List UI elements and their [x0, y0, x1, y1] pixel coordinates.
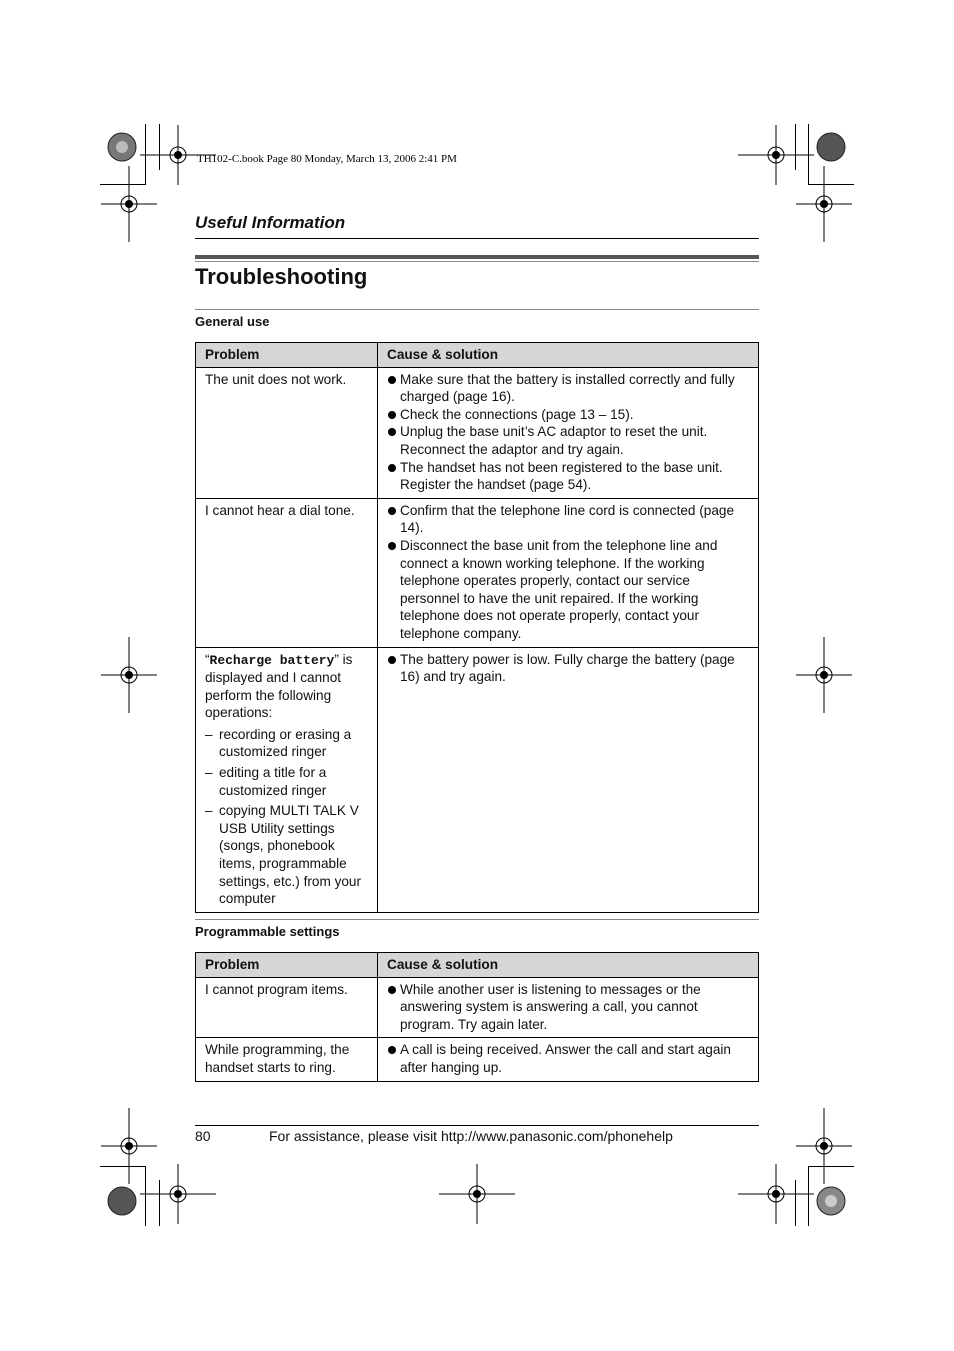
solution-cell	[378, 498, 759, 647]
programmable-settings-table	[195, 952, 759, 1082]
solution-item: Check the connections (page 13 – 15).	[387, 406, 750, 424]
general-use-table	[195, 342, 759, 913]
solution-cell	[378, 1038, 759, 1081]
solution-cell	[378, 367, 759, 498]
solution-item: The battery power is low. Fully charge the battery (page 16) and try again.	[387, 651, 750, 686]
solution-item: The handset has not been registered to the base unit. Register the handset (page 54).	[387, 459, 750, 494]
solution-item: While another user is listening to messages or the answering system is answering a call, you cannot program. Try again later.	[387, 981, 750, 1034]
programmable-settings-heading: Programmable settings	[195, 924, 340, 939]
header-rule	[195, 238, 759, 239]
footer-rule	[195, 1125, 759, 1126]
solution-cell	[378, 977, 759, 1038]
problem-cell: I cannot program items.	[196, 977, 378, 1038]
solution-item: Disconnect the base unit from the telephone line and connect a known working telephone. If the working telephone operates properly, contact our service personnel to have the unit repaired. If the working telephone does not operate properly, contact your telephone company.	[387, 537, 750, 643]
column-header-solution: Cause & solution	[378, 343, 759, 368]
table-row	[196, 977, 759, 1038]
operation-item: – recording or erasing a customized ringer	[205, 726, 369, 761]
page-number: 80	[195, 1128, 211, 1144]
page-title: Troubleshooting	[195, 264, 368, 289]
solution-cell	[378, 647, 759, 912]
solution-item: Make sure that the battery is installed correctly and fully charged (page 16).	[387, 371, 750, 406]
title-rule	[195, 255, 759, 259]
section-header: Useful Information	[195, 213, 346, 232]
solution-item: A call is being received. Answer the call and start again after hanging up.	[387, 1041, 750, 1076]
solution-item: Unplug the base unit’s AC adaptor to reset the unit. Reconnect the adaptor and try again.	[387, 423, 750, 458]
problem-cell: I cannot hear a dial tone.	[196, 498, 378, 647]
print-info: TH102-C.book Page 80 Monday, March 13, 2006 2:41 PM	[197, 153, 457, 165]
table-row	[196, 367, 759, 498]
problem-text: ” is displayed and I cannot perform the following operations:	[205, 651, 353, 721]
general-use-heading: General use	[195, 314, 270, 329]
table-header-row	[196, 343, 759, 368]
title-rule-thin	[195, 261, 759, 262]
footer-assistance-note: For assistance, please visit http://www.panasonic.com/phonehelp	[269, 1128, 673, 1144]
column-header-problem: Problem	[196, 343, 378, 368]
operation-item: – copying MULTI TALK V USB Utility settings (songs, phonebook items, programmable settings, etc.) from your computer	[205, 802, 369, 908]
display-message: Recharge battery	[209, 652, 335, 668]
subheading-rule	[195, 309, 759, 310]
problem-cell: The unit does not work.	[196, 367, 378, 498]
programmable-rule	[195, 919, 759, 920]
open-quote: “	[205, 651, 210, 667]
problem-cell	[196, 647, 378, 912]
table-header-row	[196, 953, 759, 978]
column-header-solution: Cause & solution	[378, 953, 759, 978]
problem-cell: While programming, the handset starts to ring.	[196, 1038, 378, 1081]
solution-item: Confirm that the telephone line cord is connected (page 14).	[387, 502, 750, 537]
table-row	[196, 1038, 759, 1081]
table-row	[196, 647, 759, 912]
column-header-problem: Problem	[196, 953, 378, 978]
table-row	[196, 498, 759, 647]
operation-item: – editing a title for a customized ringer	[205, 764, 369, 799]
